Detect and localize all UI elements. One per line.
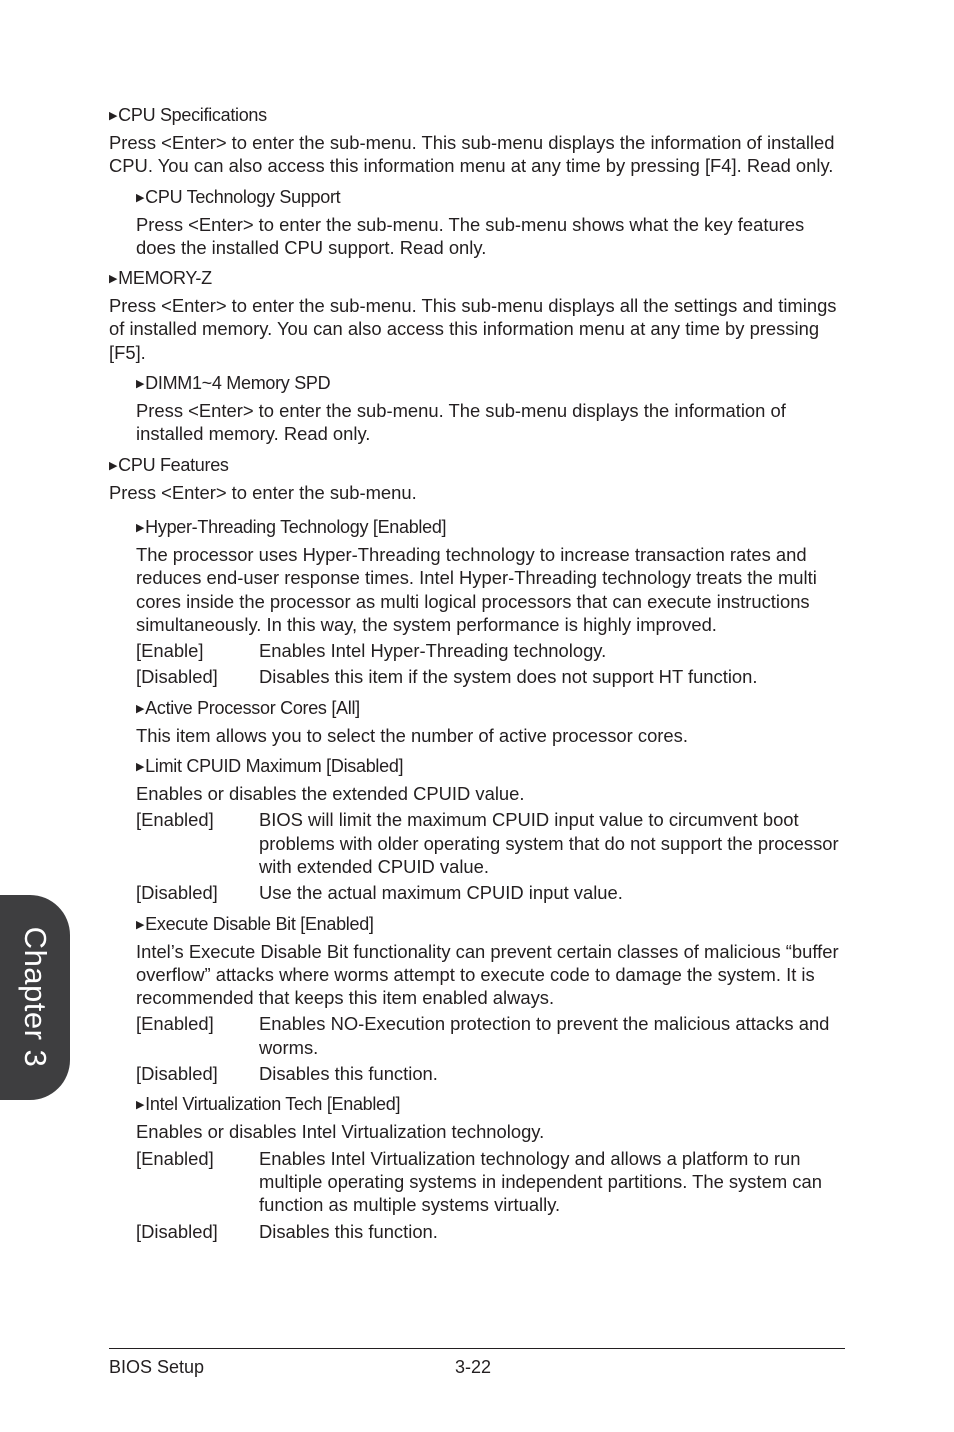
section-description: Press <Enter> to enter the sub-menu. The sub-menu displays the information of installed memory. Read only. (136, 400, 786, 445)
section-dimm-memory-spd (109, 372, 849, 446)
option-row (136, 1147, 849, 1217)
section-heading (136, 697, 849, 720)
option-key: [Enabled] (136, 1013, 214, 1035)
section-heading (136, 1093, 849, 1116)
option-row (136, 1062, 849, 1085)
section-description: Enables or disables the extended CPUID value. (136, 783, 525, 805)
section-heading (136, 755, 849, 778)
option-key: [Enabled] (136, 1147, 214, 1169)
heading-text: CPU Specifications (118, 105, 267, 125)
option-key: [Enabled] (136, 809, 214, 831)
option-value: BIOS will limit the maximum CPUID input value to circumvent boot problems with older operating system that do not support the processor with extended CPUID value. (259, 809, 839, 877)
option-row (136, 665, 849, 688)
option-row (136, 639, 849, 662)
section-heading (109, 104, 849, 127)
option-key: [Disabled] (136, 1063, 218, 1085)
section-description: Press <Enter> to enter the sub-menu. The sub-menu shows what the key features does the installed CPU support. Read only. (136, 213, 805, 258)
section-heading (109, 454, 849, 477)
triangle-right-icon: ▶ (109, 459, 118, 472)
section-description: Intel’s Execute Disable Bit functionality can prevent certain classes of malicious “buffer overflow” attacks where worms attempt to execute code to damage the system. It is recommended that keeps this item enabled always. (136, 940, 839, 1009)
section-execute-disable-bit (109, 913, 849, 1086)
section-heading (109, 267, 849, 290)
option-row (136, 808, 849, 878)
section-description: This item allows you to select the number of active processor cores. (136, 724, 688, 746)
section-cpu-specifications (109, 104, 849, 178)
triangle-right-icon: ▶ (136, 1099, 145, 1112)
footer-divider (109, 1348, 845, 1349)
section-heading (136, 913, 849, 936)
footer-section-title: BIOS Setup (109, 1357, 205, 1377)
triangle-right-icon: ▶ (136, 761, 145, 774)
heading-text: CPU Technology Support (145, 186, 341, 207)
option-key: [Enable] (136, 640, 204, 662)
option-row (136, 1220, 849, 1243)
option-key: [Disabled] (136, 1220, 218, 1242)
heading-text: DIMM1~4 Memory SPD (145, 373, 331, 394)
heading-text: Execute Disable Bit [Enabled] (145, 913, 374, 934)
manual-content (109, 104, 849, 1251)
section-memory-z (109, 267, 849, 364)
triangle-right-icon: ▶ (136, 378, 145, 391)
section-description: The processor uses Hyper-Threading technology to increase transaction rates and reduces end-user response times. Intel Hyper-Threading technology treats the multi cores inside the processor as multi logical processors that can execute instructions simultaneously. In this way, the system performance is highly improved. (136, 543, 817, 635)
option-key: [Disabled] (136, 882, 218, 904)
heading-text: CPU Features (118, 454, 229, 475)
section-heading (136, 516, 849, 539)
option-row (136, 1012, 849, 1059)
page-number: 3-22 (455, 1357, 492, 1377)
heading-text: Hyper-Threading Technology [Enabled] (145, 516, 447, 537)
option-value: Disables this function. (259, 1063, 438, 1085)
section-cpu-technology-support (109, 186, 849, 260)
chapter-label: Chapter 3 (18, 926, 53, 1068)
option-row (136, 881, 849, 904)
section-active-processor-cores (109, 697, 849, 747)
option-value: Use the actual maximum CPUID input value. (259, 882, 623, 904)
section-description: Press <Enter> to enter the sub-menu. This sub-menu displays the information of installed CPU. You can also access this information menu at any time by pressing [F4]. Read only. (109, 132, 835, 177)
triangle-right-icon: ▶ (109, 110, 118, 122)
heading-text: Intel Virtualization Tech [Enabled] (145, 1094, 401, 1115)
section-description: Press <Enter> to enter the sub-menu. This sub-menu displays all the settings and timings of installed memory. You can also access this information menu at any time by pressing [F5]. (109, 295, 837, 363)
section-hyper-threading (109, 516, 849, 689)
option-value: Enables Intel Hyper-Threading technology. (259, 640, 607, 662)
section-heading (136, 372, 849, 395)
triangle-right-icon: ▶ (136, 702, 145, 715)
heading-text: Limit CPUID Maximum [Disabled] (145, 756, 404, 777)
option-value: Disables this function. (259, 1220, 438, 1242)
triangle-right-icon: ▶ (136, 918, 145, 931)
option-value: Enables Intel Virtualization technology and allows a platform to run multiple operating systems in independent partitions. The system can function as multiple systems virtually. (259, 1147, 822, 1216)
section-limit-cpuid-maximum (109, 755, 849, 904)
heading-text: Active Processor Cores [All] (145, 697, 360, 718)
section-description: Enables or disables Intel Virtualization technology. (136, 1121, 545, 1143)
chapter-tab (0, 895, 70, 1100)
option-value: Disables this item if the system does not support HT function. (259, 666, 758, 688)
option-value: Enables NO-Execution protection to prevent the malicious attacks and worms. (259, 1013, 830, 1058)
triangle-right-icon: ▶ (136, 521, 145, 534)
triangle-right-icon: ▶ (109, 273, 118, 286)
option-key: [Disabled] (136, 666, 218, 688)
section-heading (136, 186, 849, 209)
triangle-right-icon: ▶ (136, 191, 145, 204)
section-description: Press <Enter> to enter the sub-menu. (109, 481, 417, 503)
section-intel-virtualization-tech (109, 1093, 849, 1242)
section-cpu-features (109, 454, 849, 504)
heading-text: MEMORY-Z (118, 268, 212, 289)
